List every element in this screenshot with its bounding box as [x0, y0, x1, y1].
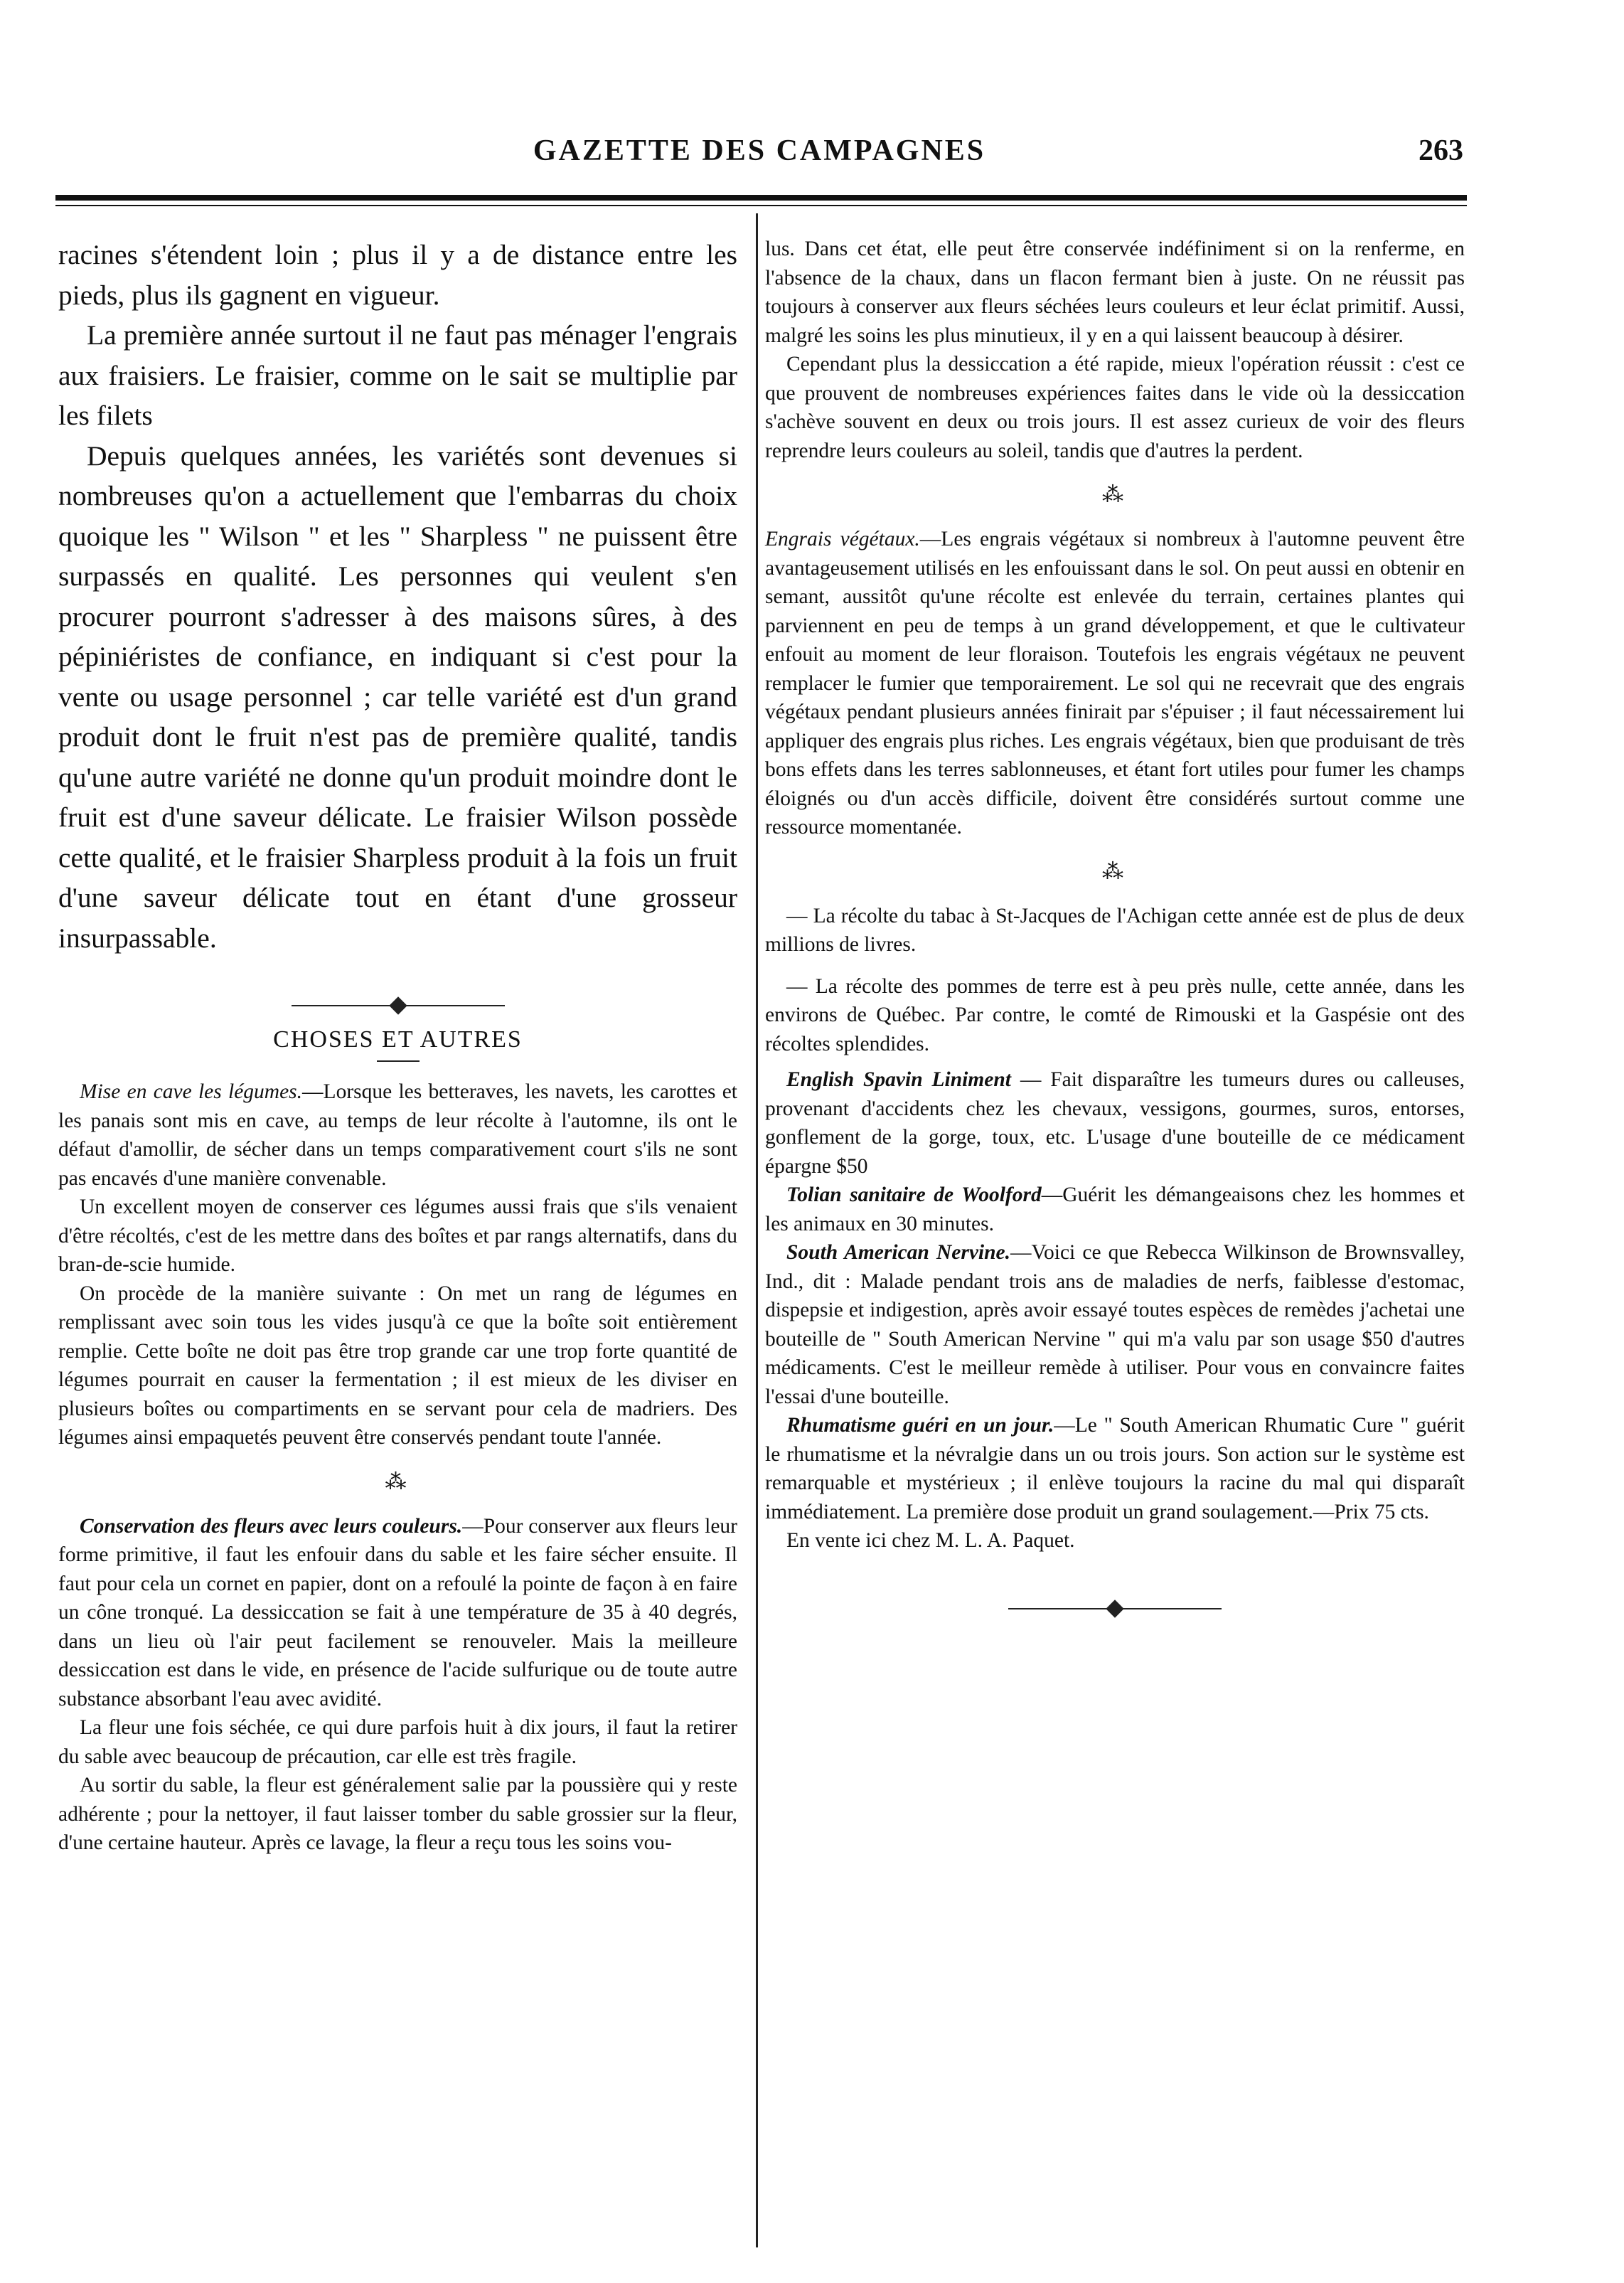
asterism: ⁂ — [1102, 483, 1128, 506]
section-heading: CHOSES ET AUTRES — [273, 1026, 523, 1053]
asterism: ⁂ — [1102, 859, 1128, 883]
engrais-article — [765, 525, 1465, 842]
legumes-article — [58, 1077, 737, 1452]
paragraph: racines s'étendent loin ; plus il y a de distance entre les pieds, plus ils gagnent en vigueur. — [58, 239, 737, 311]
paragraph: Au sortir du sable, la fleur est généralement salie par la poussière qui y reste adhérente ; pour la nettoyer, il faut laisser tomber du sable grossier sur la fleur, d'une certaine hauteur. Après ce lavage, la fleur a reçu tous les soins vou- — [58, 1774, 737, 1854]
closing-ornament — [1008, 1598, 1222, 1619]
paragraph: Depuis quelques années, les variétés sont devenues si nombreuses qu'on a actuellement que l'embarras du choix quoique les " Wilson " et les " Sharpless " ne puissent être surpassés en qualité. Les personnes qui veulent s'en procurer pourront s'adresser à des maisons sûres, à des pépiniéristes de confiance, en indiquant si c'est pour la vente ou usage personnel ; car telle variété est d'un grand produit dont le fruit n'est pas de première qualité, tandis qu'une autre variété ne donne qu'un produit moindre dont le fruit est d'une saveur délicate. Le fraisier Wilson possède cette qualité, et le fraisier Sharpless produit à la fois un fruit d'une saveur délicate tout en étant d'une grosseur insurpassable. — [58, 440, 737, 954]
strawberry-article — [58, 235, 737, 958]
header-rule-thin — [55, 205, 1467, 206]
advertisement: South American Nervine.—Voici ce que Rebecca Wilkinson de Brownsvalley, Ind., dit : Malade pendant trois ans de maladies de nerfs, faiblesse d'estomac, dispepsie et indigestion, après avoir essayé toutes espèces de remèdes j'achetai une bouteille de " South American Nervine " qui m'a valu par son usage $50 d'autres médicaments. C'est le meilleur remède à utiliser. Pour vous en convaincre faites l'essai d'une bouteille. — [765, 1241, 1465, 1408]
ad-title: Tolian sanitaire de Woolford — [786, 1183, 1042, 1206]
paragraph: Cependant plus la dessiccation a été rapide, mieux l'opération réussit : c'est ce que prouvent de nombreuses expériences faites dans le vide où la dessiccation s'achève souvent en deux ou trois jours. Il est assez curieux de voir des fleurs reprendre leurs couleurs au soleil, tandis que d'autres la perdent. — [765, 353, 1465, 462]
fleurs-article — [58, 1512, 737, 1858]
paragraph: Mise en cave les légumes.—Lorsque les betteraves, les navets, les carottes et les panais sont mis en cave, au temps de leur récolte à l'automne, ils ont le défaut d'amollir, de sécher dans un temps comparativement court s'ils ne sont pas encavés d'une manière convenable. — [58, 1080, 737, 1190]
news-item: — La récolte du tabac à St-Jacques de l'Achigan cette année est de plus de deux millions de livres. — [765, 904, 1465, 956]
advertisement: Tolian sanitaire de Woolford—Guérit les démangeaisons chez les hommes et les animaux en 30 minutes. — [765, 1183, 1465, 1235]
advertisement: Rhumatisme guéri en un jour.—Le " South American Rhumatic Cure " guérit le rhumatisme et la névralgie dans un ou trois jours. Son action sur le système est remarquable et mystérieux ; il enlève toujours la racine du mal qui disparaît immédiatement. La première dose produit un grand soulagement.—Prix 75 cts. — [765, 1414, 1465, 1523]
fleurs-continued — [765, 235, 1465, 465]
vendor-line: En vente ici chez M. L. A. Paquet. — [786, 1529, 1075, 1552]
section-ornament — [292, 995, 505, 1016]
paragraph: Engrais végétaux.—Les engrais végétaux si nombreux à l'automne peuvent être avantageusement utilisés en les enfouissant dans le sol. On peut aussi en obtenir en semant, aussitôt qu'une récolte est enlevée du terrain, certaines plantes qui parviennent en peu de temps à un grand développement, et que le cultivateur enfouit au moment de leur floraison. Toutefois les engrais végétaux ne peuvent remplacer le fumier que temporairement. Le sol qui ne recevrait que des engrais végétaux pendant plusieurs années finirait par s'épuiser ; il faut nécessairement lui appliquer des engrais plus riches. Les engrais végétaux, bien que produisant de très bons effets dans les terres sablonneuses, et étant fort utiles pour fumer les champs éloignés ou d'un accès difficile, doivent être considérés surtout comme une ressource momentanée. — [765, 528, 1465, 839]
heading-rule — [377, 1060, 420, 1062]
article-lead: Conservation des fleurs avec leurs couleurs. — [80, 1514, 463, 1538]
paragraph: La première année surtout il ne faut pas ménager l'engrais aux fraisiers. Le fraisier, comme on le sait se multiplie par les filets — [58, 319, 737, 431]
news-item: — La récolte des pommes de terre est à peu près nulle, cette année, dans les environs de Québec. Par contre, le comté de Rimouski et la Gaspésie ont des récoltes splendides. — [765, 974, 1465, 1055]
left-column — [58, 235, 737, 1858]
article-lead: Mise en cave les légumes. — [80, 1080, 303, 1103]
news-items — [765, 902, 1465, 1555]
right-column — [765, 235, 1465, 1619]
ad-title: English Spavin Liniment — [786, 1068, 1011, 1091]
header-rule-thick — [55, 195, 1467, 201]
paragraph: On procède de la manière suivante : On met un rang de légumes en remplissant avec soin tous les vides jusqu'à ce que la boîte soit entièrement remplie. Cette boîte ne doit pas être trop grande car une trop forte quantité de légumes pourrait en causer la fermentation ; il est mieux de les diviser en plusieurs boîtes ou compartiments en se servant pour cela de madriers. Des légumes ainsi empaquetés peuvent être conservés pendant toute l'année. — [58, 1282, 737, 1449]
paragraph: Un excellent moyen de conserver ces légumes aussi frais que s'ils venaient d'être récoltés, c'est de les mettre dans des boîtes et par rangs alternatifs, dans du bran-de-scie humide. — [58, 1196, 737, 1276]
page-number: 263 — [1419, 134, 1463, 167]
paragraph: Conservation des fleurs avec leurs couleurs.—Pour conserver aux fleurs leur forme primitive, il faut les enfouir dans du sable et les faire sécher ensuite. Il faut pour cela un cornet en papier, dont on a refoulé la pointe de façon à en faire un cône tronqué. La dessiccation se fait à une température de 35 à 40 degrés, dans un lieu où l'air peut facilement se renouveler. Mais la meilleure dessiccation est dans le vide, en présence de l'acide sulfurique ou de toute autre substance absorbant l'eau avec avidité. — [58, 1514, 737, 1710]
asterism: ⁂ — [385, 1469, 411, 1494]
article-lead: Engrais végétaux. — [765, 528, 920, 550]
paragraph: La fleur une fois séchée, ce qui dure parfois huit à dix jours, il faut la retirer du sable avec beaucoup de précaution, car elle est très fragile. — [58, 1716, 737, 1768]
page-header — [55, 134, 1463, 183]
advertisement: English Spavin Liniment — Fait disparaître les tumeurs dures ou calleuses, provenant d'accidents chez les chevaux, vessigons, gourmes, suros, entorses, gonflement de la gorge, toux, etc. L'usage d'une bouteille de ce médicament épargne $50 — [765, 1068, 1465, 1178]
ad-title: South American Nervine. — [786, 1241, 1010, 1264]
ad-title: Rhumatisme guéri en un jour. — [786, 1414, 1054, 1437]
paragraph: lus. Dans cet état, elle peut être conservée indéfiniment si on la renferme, en l'absence de la chaux, dans un flacon fermant bien à juste. On ne réussit pas toujours à conserver aux fleurs séchées leurs couleurs et leur éclat primitif. Aussi, malgré les soins les plus minutieux, il y en a qui laissent beaucoup à désirer. — [765, 238, 1465, 347]
column-divider — [756, 213, 758, 2247]
newspaper-title: GAZETTE DES CAMPAGNES — [533, 134, 986, 167]
